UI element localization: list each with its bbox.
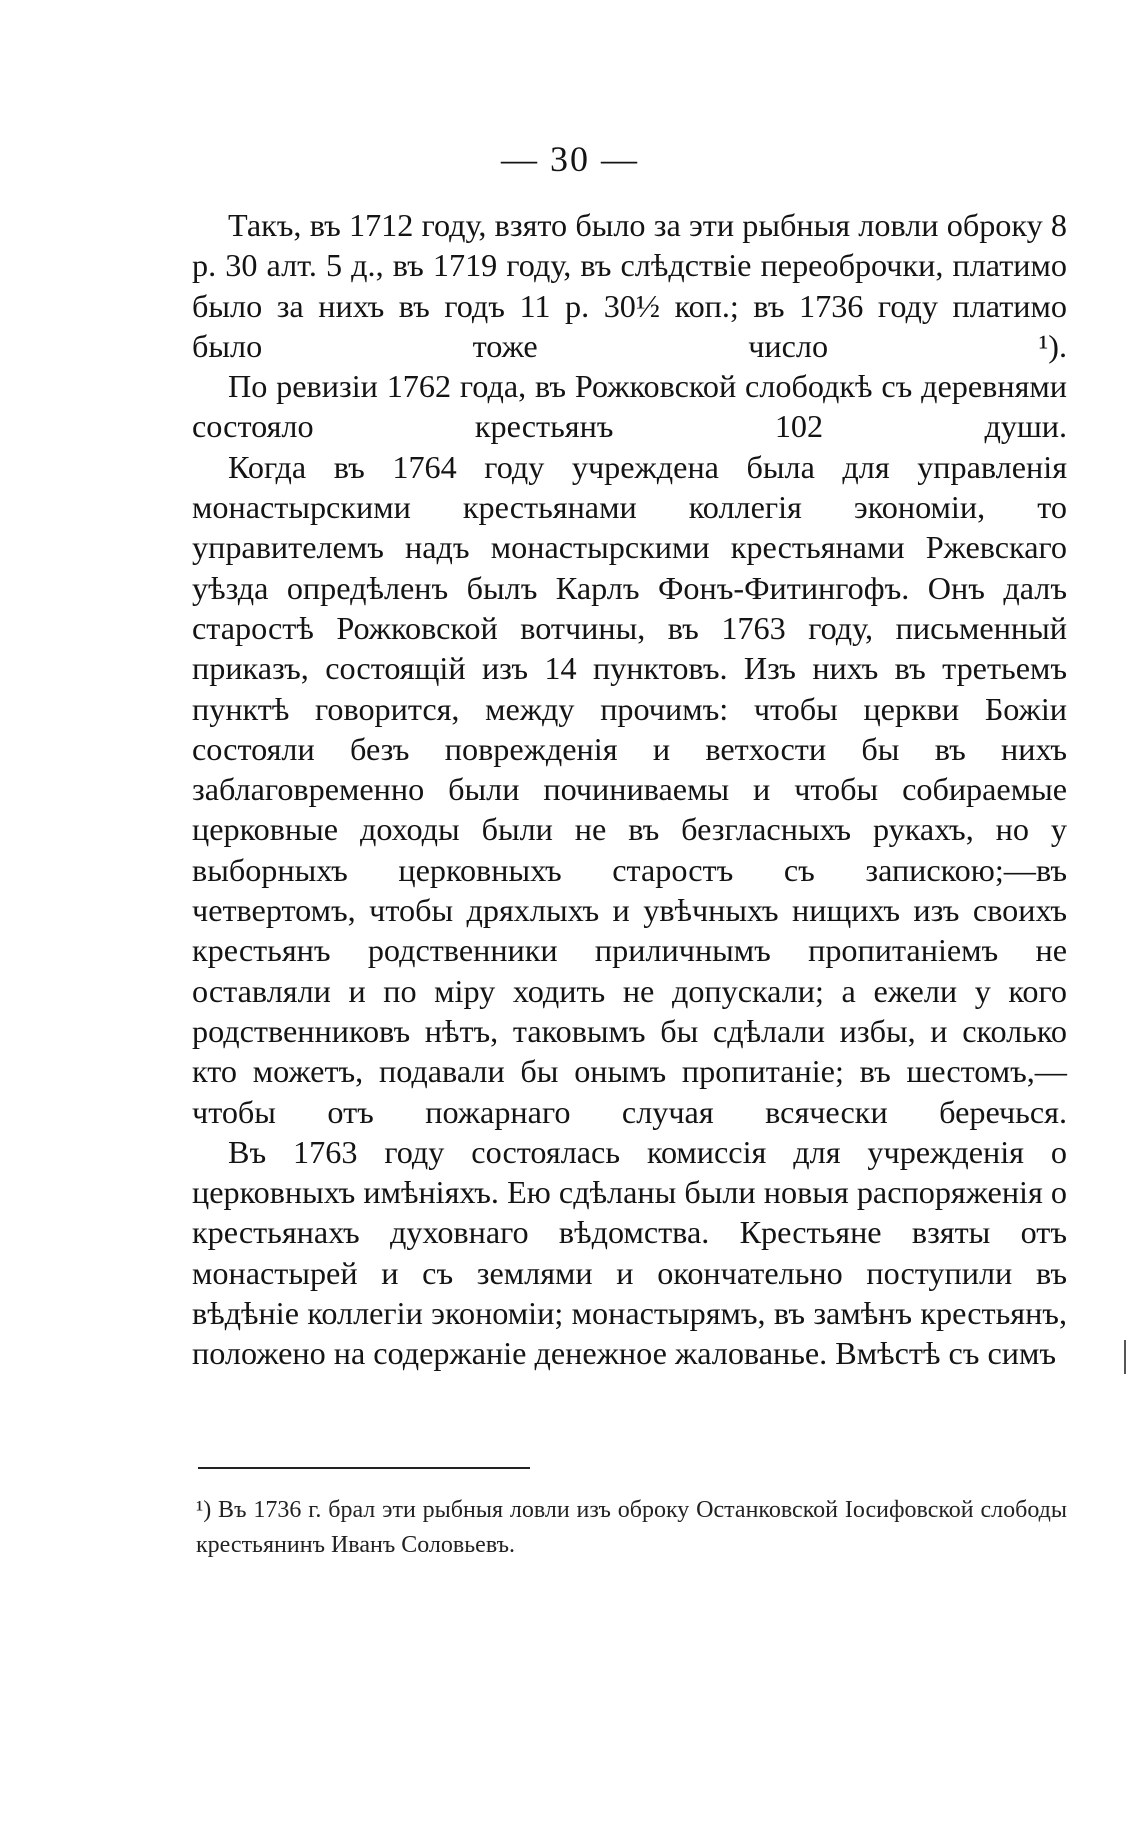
footnote-separator [198,1467,530,1469]
margin-mark [1124,1340,1126,1374]
paragraph-revision-1762: По ревизіи 1762 года, въ Рожковской слободкѣ съ деревнями состояло крестьянъ 102 души. [192,368,1067,445]
footnote-text: ¹) Въ 1736 г. брал эти рыбныя ловли изъ оброку Останковской Іосифовской слободы крестьянинъ Иванъ Соловьевъ. [196,1497,1067,1558]
page-number: — 30 — [501,139,639,179]
paragraph-fishing-rent: Такъ, въ 1712 году, взято было за эти рыбныя ловли оброку 8 р. 30 алт. 5 д., въ 1719 году, въ слѣдствіе переоброчки, платимо было за нихъ въ годъ 11 р. 30½ коп.; въ 1736 году платимо было тоже число ¹). [192,207,1067,364]
paragraph-commission-1763: Въ 1763 году состоялась комиссія для учрежденія о церковныхъ имѣніяхъ. Ею сдѣланы были новыя распоряженія о крестьянахъ духовнаго вѣдомства. Крестьяне взяты отъ монастырей и съ землями и окончательно поступили въ вѣдѣніе коллегіи экономіи; монастырямъ, въ замѣнъ крестьянъ, положено на содержаніе денежное жалованье. Вмѣстѣ съ симъ [192,1133,1067,1372]
paragraph-collegium-order: Когда въ 1764 году учреждена была для управленія монастырскими крестьянами коллегія экономіи, то управителемъ надъ монастырскими крестьянами Ржевскаго уѣзда опредѣленъ былъ Карлъ Фонъ-Фитингофъ. Онъ далъ старостѣ Рожковской вотчины, въ 1763 году, письменный приказъ, состоящій изъ 14 пунктовъ. Изъ нихъ въ третьемъ пунктѣ говорится, между прочимъ: чтобы церкви Божіи состояли безъ поврежденія и ветхости бы въ нихъ заблаговременно были починиваемы и чтобы собираемые церковные доходы были не въ безгласныхъ рукахъ, но у выборныхъ церковныхъ старостъ съ запискою;—въ четвертомъ, чтобы дряхлыхъ и увѣчныхъ нищихъ изъ своихъ крестьянъ родственники приличнымъ пропитаніемъ не оставляли и по міру ходить не допускали; а ежели у кого родственниковъ нѣтъ, таковымъ бы сдѣлали избы, и сколько кто можетъ, подавали бы онымъ пропитаніе; въ шестомъ,—чтобы отъ пожарнаго случая всячески беречься. [192,448,1067,1130]
main-text [192,205,1067,1374]
footnote [196,1493,1067,1563]
